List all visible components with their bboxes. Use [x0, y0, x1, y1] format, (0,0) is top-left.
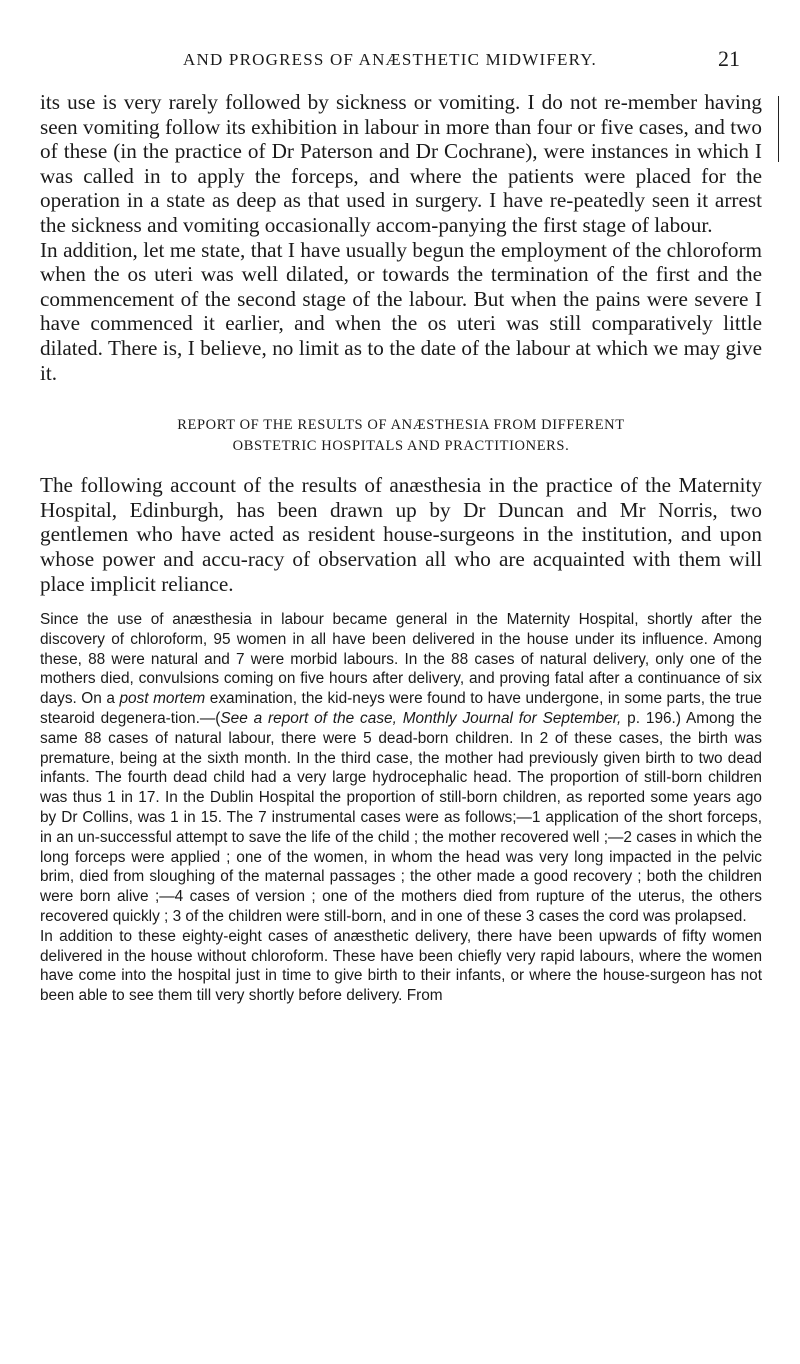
section-heading-line-1: REPORT OF THE RESULTS OF ANÆSTHESIA FROM DIFFERENT: [177, 417, 625, 434]
report-paragraph-1: [40, 610, 762, 927]
paragraph-continuation: its use is very rarely followed by sickness or vomiting. I do not re-member having seen vomiting follow its exhibition in labour in more than four or five cases, and two of these (in the practice of Dr Paterson and Dr Cochrane), were instances in which I was called in to apply the forceps, and where the patients were placed for the operation in a state as deep as that used in surgery. I have re-peatedly seen it arrest the sickness and vomiting occasionally accom-panying the first stage of labour.: [40, 90, 762, 237]
running-head: [40, 46, 740, 76]
report-see-reference: See a report of the case, Monthly Journal for September,: [220, 710, 622, 728]
report-paragraph-2: In addition to these eighty-eight cases of anæsthetic delivery, there have been upwards of fifty women delivered in the house without chloroform. These have been chiefly very rapid labours, where the women have come into the hospital just in time to give birth to their infants, or where the house-surgeon has not been able to see them till very shortly before delivery. From: [40, 927, 762, 1005]
paragraph-os-uteri: In addition, let me state, that I have usually begun the employment of the chloroform when the os uteri was well dilated, or towards the termination of the first and the commencement of the second stage of the labour. But when the pains were severe I have commenced it earlier, and when the os uteri was still comparatively little dilated. There is, I believe, no limit as to the date of the labour at which we may give it.: [40, 237, 762, 385]
report-post-mortem: post mortem: [119, 690, 206, 708]
section-heading-line-2: OBSTETRIC HOSPITALS AND PRACTITIONERS.: [232, 438, 570, 455]
page-number: 21: [718, 46, 740, 71]
body-text: [40, 90, 762, 1006]
section-heading: [40, 415, 762, 457]
paragraph-intro: The following account of the results of anæsthesia in the practice of the Maternity Hospital, Edinburgh, has been drawn up by Dr Duncan and Mr Norris, two gentlemen who have acted as resident house-surgeons in the institution, and upon whose power and accu-racy of observation all who are acquainted with them will place implicit reliance.: [40, 473, 762, 596]
running-title: AND PROGRESS OF ANÆSTHETIC MIDWIFERY.: [183, 50, 597, 69]
report-text-part-3: p. 196.) Among the same 88 cases of natural labour, there were 5 dead-born children. In 2 of these cases, the birth was premature, being at the sixth month. In the third case, the mother had previously given birth to two dead infants. The fourth dead child had a very large hydrocephalic head. The proportion of still-born children was thus 1 in 17. In the Dublin Hospital the proportion of still-born children, as reported some years ago by Dr Collins, was 1 in 15. The 7 instrumental cases were as follows;—1 application of the short forceps, in an un-successful attempt to save the life of the child ; the mother recovered well ;—2 cases in which the long forceps were applied ; one of the women, in whom the head was very long impacted in the pelvic brim, died from sloughing of the maternal passages ; the other made a good recovery ; both the children were born alive ;—4 cases of version ; one of the mothers died from rupture of the uterus, the others recovered quickly ; 3 of the children were still-born, and in one of these 3 cases the cord was prolapsed.: [40, 710, 763, 926]
margin-rule: [778, 96, 779, 162]
report-text-part-1: Since the use of anæsthesia in labour became general in the Maternity Hospital, shortly after the discovery of chloroform, 95 women in all have been delivered in the house under its influence. Among these, 88 were natural and 7 were morbid labours. In the 88 cases of natural delivery, only one of the mothers died, convulsions coming on five hours after delivery, and proving fatal after a continuance of six days. On a: [40, 611, 762, 708]
report-text-part-2: examination, the kid-neys were found to have undergone, in some parts, the true stearoid degenera-tion.—(: [40, 690, 762, 728]
